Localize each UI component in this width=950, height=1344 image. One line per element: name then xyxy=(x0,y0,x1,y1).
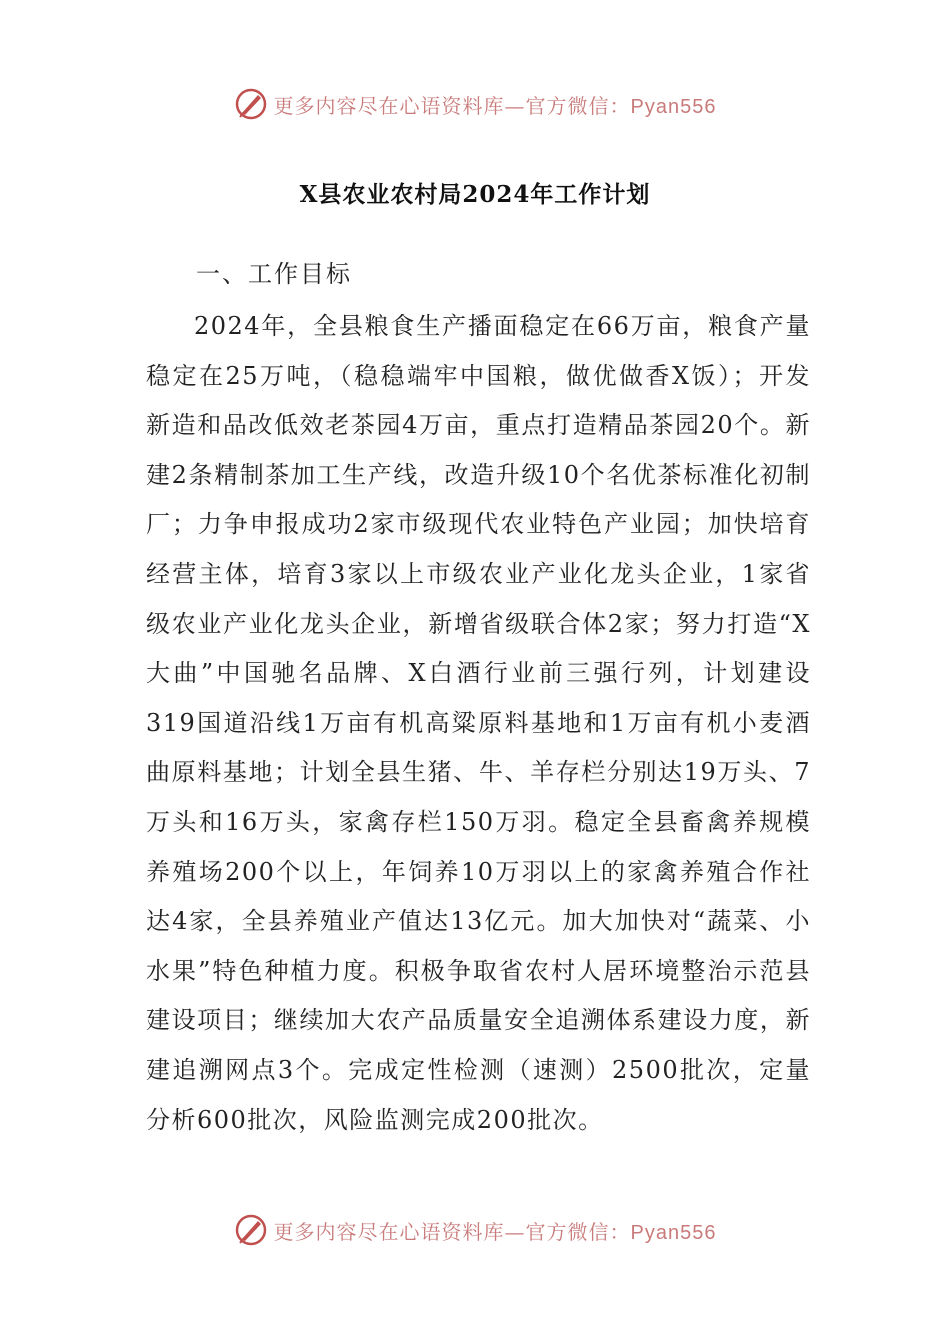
watermark-handle: Pyan556 xyxy=(630,95,717,118)
document-title: X县农业农村局2024年工作计划 xyxy=(299,181,651,208)
watermark-text: 更多内容尽在心语资料库—官方微信：Pyan556 xyxy=(273,93,717,118)
watermark-banner-bottom xyxy=(0,1210,950,1250)
watermark-banner-top xyxy=(0,84,950,124)
body-paragraph: 2024年，全县粮食生产播面稳定在66万亩，粮食产量稳定在25万吨，（稳稳端牢中国粮，做优做香X饭）；开发新造和品改低效老茶园4万亩，重点打造精品茶园20个。新建2条精制茶加工生产线，改造升级10个名优茶标准化初制厂；力争申报成功2家市级现代农业特色产业园；加快培育经营主体，培育3家以上市级农业产业化龙头企业，1家省级农业产业化龙头企业，新增省级联合体2家；努力打造“X大曲”中国驰名品牌、X白酒行业前三强行列，计划建设319国道沿线1万亩有机高粱原料基地和1万亩有机小麦酒曲原料基地；计划全县生猪、牛、羊存栏分别达19万头、7万头和16万头，家禽存栏150万羽。稳定全县畜禽养规模养殖场200个以上，年饲养10万羽以上的家禽养殖合作社达4家，全县养殖业产值达13亿元。加大加快对“蔬菜、小水果”特色种植力度。积极争取省农村人居环境整治示范县建设项目；继续加大农产品质量安全追溯体系建设力度，新建追溯网点3个。完成定性检测（速测）2500批次，定量分析600批次，风险监测完成200批次。 xyxy=(146,312,811,1134)
pen-logo-icon xyxy=(234,1213,268,1247)
watermark-handle: Pyan556 xyxy=(630,1221,717,1244)
watermark-text: 更多内容尽在心语资料库—官方微信：Pyan556 xyxy=(273,1219,717,1244)
section-heading: 一、工作目标 xyxy=(196,260,352,288)
pen-logo-icon xyxy=(234,87,268,121)
